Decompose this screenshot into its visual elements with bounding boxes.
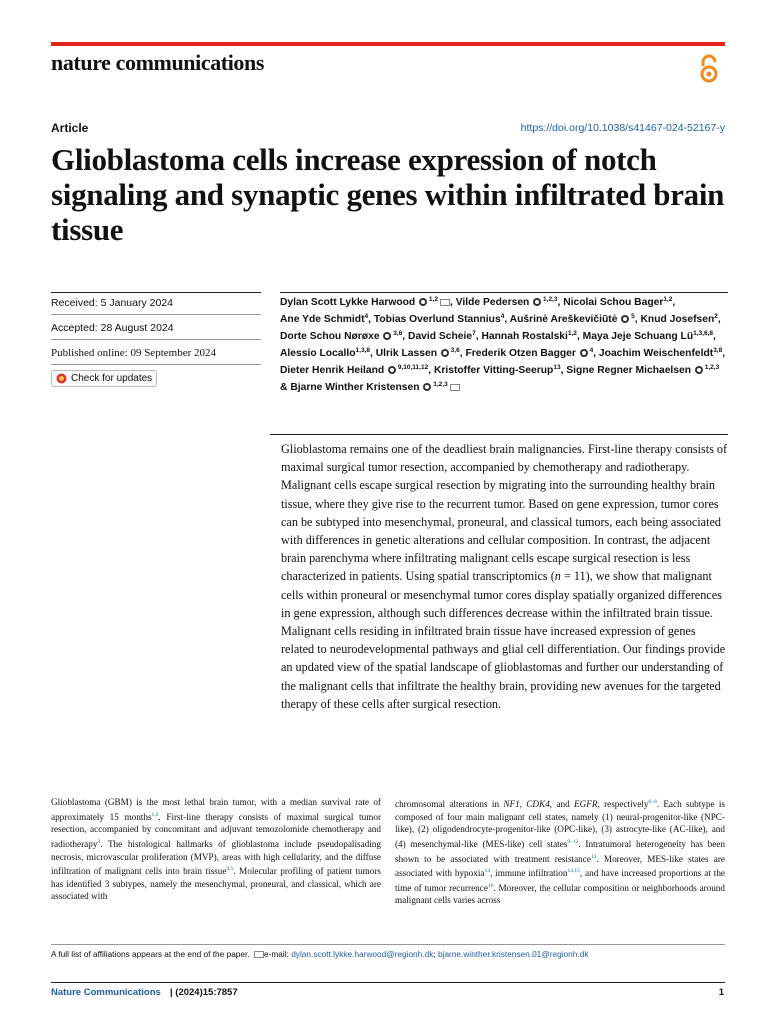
affiliation-superscript: 4 [500,313,505,321]
author-label: Ulrik Lassen [375,348,437,360]
check-for-updates-icon [56,373,67,384]
footer-volume: | (2024)15:7857 [170,987,238,998]
author-label: Frederik Otzen Bagger [465,348,576,360]
author-label: Dorte Schou Nørøxe [280,331,380,343]
author-name[interactable] [566,365,719,376]
orcid-icon[interactable] [533,298,541,306]
orcid-icon[interactable] [695,366,703,374]
affiliation-superscript: 1,3,8 [355,347,371,355]
affiliation-superscript: 1,2,3 [702,364,720,372]
meta-divider [51,339,261,340]
orcid-icon[interactable] [419,298,427,306]
author-name[interactable] [563,297,672,308]
author-label: Maya Jeje Schuang Lü [582,331,694,343]
meta-divider [51,314,261,315]
affiliation-superscript: 1,2 [663,296,673,303]
author-name[interactable] [510,314,635,325]
authors-top-divider [280,292,728,293]
italic-n: n [554,569,561,584]
orcid-icon[interactable] [441,349,449,357]
footer-journal[interactable]: Nature Communications [51,987,161,998]
orcid-icon[interactable] [383,332,391,340]
citation[interactable]: 6–8 [648,799,657,805]
affiliation-superscript: 5 [629,313,635,321]
affiliation-superscript: 3,8 [713,347,723,355]
affiliation-superscript: 1,2 [427,296,438,303]
author-name[interactable] [599,348,722,359]
article-dates [51,292,261,402]
footnote-divider [51,944,725,945]
author-name[interactable] [280,365,428,376]
check-for-updates-label: Check for updates [71,373,153,384]
email-label: e-mail: [263,949,289,959]
author-name[interactable] [456,297,558,308]
article-type: Article [51,121,89,135]
author-name[interactable] [280,348,370,359]
paper-title: Glioblastoma cells increase expression of notch signaling and synaptic genes within infiltrated brain tissue [51,142,725,247]
citation[interactable]: 14 [484,868,490,875]
author-name[interactable] [280,314,368,325]
page-number: 1 [718,987,724,998]
affiliation-superscript: 4 [364,313,369,321]
affiliation-superscript: 7 [472,330,476,338]
orcid-icon[interactable] [580,349,588,357]
author-label: David Scheie [408,331,473,343]
email-icon[interactable] [440,299,450,306]
body-column-left: Glioblastoma (GBM) is the most lethal brain tumor, with a median survival rate of approximately 15 months$^{1,2}$. First-line therapy consists of maximal surgical tumor resection, accompanied by concomitant and adjuvant temozolomide chemotherapy and radiotherapy$^3$. The histological hallmarks of glioblastoma include pseudopalisading necrosis, microvascular proliferation (MVP), areas with high cellularity, and the diffuse infiltration of malignant cells into brain tissue$^{4,5}$. Molecular profiling of patient tumors has identified 3 subtypes, namely the mesenchymal, proneural, and classical, which are associated with [51,797,382,902]
author-label: Nicolai Schou Bager [563,297,664,308]
author-label: Joachim Weischenfeldt [598,348,714,360]
email-icon[interactable] [450,384,460,391]
footer-divider [51,982,725,983]
body-column-right: chromosomal alterations in NF1, CDK4, and EGFR, respectively$^{6-8}$. Each subtype is composed of four main malignant cell states, namely (1) neural-progenitor-like (NPC-like), (2) oligodendrocyte-progenitor-like (OPC-like), (3) astrocyte-like (AC-like), and (4) mesenchymal-like (MES-like) cell states$^{9-12}$. Intratumoral heterogeneity has been shown to be associated with treatment resistance$^{13}$. Moreover, MES-like states are associated with hypoxia$^{14}$, immune infiltration$^{14,15}$, and have increased proportions at the time of tumor recurrence$^{16}$. Moreover, the cellular composition or neighborhoods around malignant cells varies across [395,799,726,906]
gene-name: EGFR [573,799,598,810]
orcid-icon[interactable] [621,315,629,323]
doi-link[interactable]: https://doi.org/10.1038/s41467-024-52167-y [520,122,725,134]
accepted-date: Accepted: 28 August 2024 [51,322,174,334]
citation[interactable]: 13 [590,853,597,860]
affiliations-note: A full list of affiliations appears at the end of the paper. [51,949,250,959]
affiliation-superscript: 3,6 [391,330,403,338]
author-label: Bjarne Winther Kristensen [290,382,420,394]
affiliation-superscript: 9,10,11,12 [396,364,429,372]
author-name[interactable] [465,348,593,359]
author-name[interactable] [583,331,713,342]
author-label: Dylan Scott Lykke Harwood [280,297,416,308]
email-separator: ; [433,949,438,959]
orcid-icon[interactable] [388,366,396,374]
author-name[interactable] [290,382,459,393]
citation[interactable]: 3 [97,838,101,845]
author-name[interactable] [640,314,717,325]
orcid-icon[interactable] [423,383,431,391]
meta-divider [51,364,261,365]
author-label: Hannah Rostalski [481,331,568,343]
open-access-icon [698,54,720,84]
author-name[interactable] [481,331,576,342]
affiliation-superscript: 1,2,3 [431,381,448,389]
journal-name: nature communications [51,50,265,75]
author-name[interactable] [434,365,561,376]
email-link-harwood[interactable]: dylan.scott.lykke.harwood@regionh.dk [291,949,434,959]
journal-accent-bar [51,42,725,46]
citation[interactable]: 16 [487,882,494,889]
received-date: Received: 5 January 2024 [51,297,173,309]
email-icon [254,951,264,958]
author-label: Ane Yde Schmidt [280,314,365,326]
author-label: Tobias Overlund Stannius [373,314,501,326]
citation[interactable]: 9–12 [567,838,579,845]
affiliation-superscript: 1,2 [567,330,577,338]
author-name[interactable] [408,331,476,342]
author-name[interactable] [376,348,460,359]
affiliation-superscript: 3,6 [448,347,460,355]
author-label: Alessio Locallo [280,348,356,360]
author-label: Dieter Henrik Heiland [280,365,385,377]
author-label: Knud Josefsen [640,314,715,326]
author-label: Signe Regner Michaelsen [566,365,692,377]
affiliation-superscript: 13 [553,364,561,372]
citation[interactable]: 14,15 [567,868,580,875]
abstract: Glioblastoma remains one of the deadliest brain malignancies. First-line therapy consists of maximal surgical tumor resection, accompanied by chemotherapy and radiotherapy. Malignant cells escape surgical resection by migrating into the surrounding healthy brain tissue, where they give rise to the recurrent tumor. Based on gene expression, tumor cores can be subtyped into mesenchymal, proneural, and classical tumors, each being associated with differences in genetic alterations and cellular composition. In contrast, the adjacent brain parenchyma where infiltrating malignant cells escape surgical resection is less characterized in patients. Using spatial transcriptomics (n = 11), we show that malignant cells within proneural or mesenchymal tumor cores display spatially organized differences in gene expression, although such differences decrease within the infiltrated brain tissue. Malignant cells residing in infiltrated brain tissue have increased expression of genes related to neurodevelopmental pathways and glial cell differentiation. Our findings provide an updated view of the spatial landscape of glioblastomas and further our understanding of the malignant cells that infiltrate the healthy brain, providing new avenues for the targeted therapy of these cells after surgical resection. [281,442,728,711]
gene-name: NF1 [503,799,520,810]
citation[interactable]: 1,2 [151,811,159,818]
author-label: Aušrinė Areškevičiūtė [509,314,618,326]
author-name[interactable] [280,331,402,342]
author-label: Kristoffer Vitting-Seerup [433,365,554,377]
author-name[interactable] [374,314,504,325]
footnote [51,949,725,959]
author-label: Vilde Pedersen [455,297,530,308]
gene-name: CDK4 [526,799,550,810]
affiliation-superscript: 1,3,6,8 [693,330,714,338]
abstract-divider [270,434,728,435]
author-name[interactable] [280,297,450,308]
email-link-kristensen[interactable]: bjarne.winther.kristensen.01@regionh.dk [437,949,589,959]
published-date: Published online: 09 September 2024 [51,347,216,359]
affiliation-superscript: 4 [587,347,594,355]
check-for-updates-button[interactable] [51,370,157,387]
author-list: Dylan Scott Lykke Harwood $^{1,2}$ , Vilde Pedersen $^{1,2,3}$, Nicolai Schou Bager$^{1,2}$, Ane Yde Schmidt$^4$, Tobias Overlund Stannius$^4$, Aušrinė Areškevičiūtė $^5$, Knud Josefsen$^2$, Dorte Schou Nørøxe $^{3,6}$, David Scheie$^7$, Hannah Rostalski$^{1,2}$, Maya Jeje Schuang Lü$^{1,3,6,8}$, Alessio Locallo$^{1,3,8}$, Ulrik Lassen $^{3,6}$, Frederik Otzen Bagger $^4$, Joachim Weischenfeldt$^{3,8}$, Dieter Henrik Heiland $^{9,10,11,12}$, Kristoffer Vitting-Seerup$^{13}$, Signe Regner Michaelsen $^{1,2,3}$ & Bjarne Winther Kristensen $^{1,2,3}$ [280,296,726,394]
citation[interactable]: 4,5 [226,866,234,873]
affiliation-superscript: 1,2,3 [541,296,558,303]
affiliation-superscript: 2 [714,313,718,321]
